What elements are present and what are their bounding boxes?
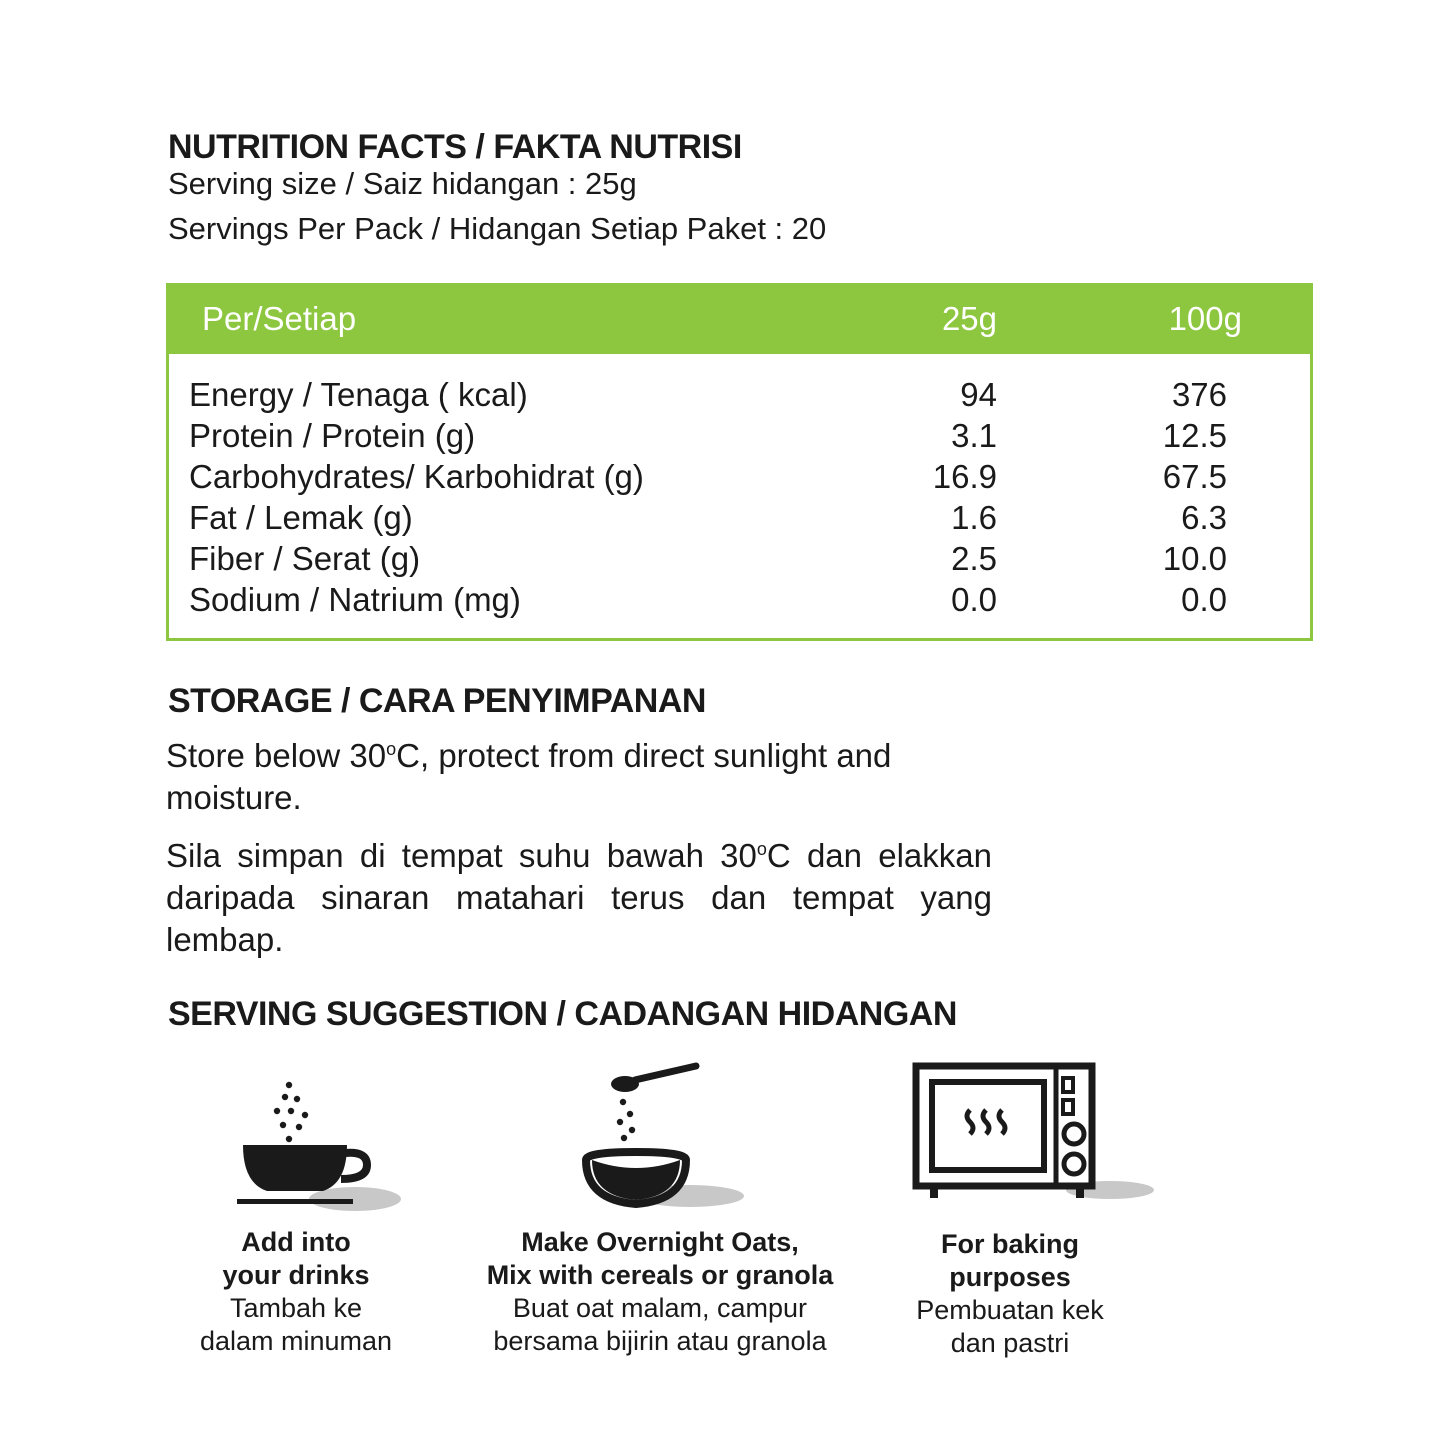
nutrition-row: [169, 501, 1310, 542]
nutrition-table-header: [169, 286, 1310, 354]
suggestion-bold-line: Make Overnight Oats,: [521, 1227, 799, 1257]
suggestion-normal-line: dan pastri: [950, 1328, 1070, 1358]
bowl-spoon-icon: [580, 1060, 750, 1210]
serving-title: SERVING SUGGESTION / CADANGAN HIDANGAN: [168, 995, 957, 1033]
suggestion-bold-line: For baking: [940, 1229, 1079, 1259]
suggestion-oats: [460, 1226, 860, 1358]
nutrient-label: Carbohydrates/ Karbohidrat (g): [189, 458, 644, 495]
nutrient-label: Protein / Protein (g): [189, 417, 476, 454]
storage-title: STORAGE / CARA PENYIMPANAN: [168, 682, 706, 720]
suggestion-bold-line: purposes: [949, 1262, 1071, 1292]
nutrition-table: [166, 283, 1313, 641]
suggestion-normal-line: dalam minuman: [199, 1326, 393, 1356]
value-25g: 16.9: [932, 458, 997, 495]
storage-english: [166, 728, 996, 819]
storage-english-post: C, protect from direct sunlight and moisture.: [166, 737, 892, 816]
suggestion-normal-line: bersama bijirin atau granola: [493, 1326, 827, 1356]
suggestion-bold-line: Mix with cereals or granola: [486, 1260, 834, 1290]
suggestion-baking: [880, 1228, 1140, 1360]
storage-malay-post: C dan elakkan daripada sinaran matahari terus dan tempat yang lembap.: [166, 837, 992, 958]
value-25g: 3.1: [951, 417, 997, 454]
value-25g: 94: [960, 376, 997, 413]
nutrient-label: Fiber / Serat (g): [189, 540, 421, 577]
value-25g: 0.0: [951, 581, 997, 618]
suggestion-bold-line: your drinks: [222, 1260, 370, 1290]
nutrition-row: [169, 542, 1310, 583]
nutrition-row: [169, 583, 1310, 624]
serving-size: Serving size / Saiz hidangan : 25g: [168, 166, 637, 201]
nutrition-row: [169, 460, 1310, 501]
value-100g: 10.0: [1162, 540, 1227, 577]
nutrient-label: Energy / Tenaga ( kcal): [189, 376, 528, 413]
value-100g: 6.3: [1181, 499, 1227, 536]
suggestion-bold-line: Add into: [241, 1227, 351, 1257]
suggestion-drinks: [166, 1226, 426, 1358]
nutrient-label: Sodium / Natrium (mg): [189, 581, 521, 618]
nutrition-title: NUTRITION FACTS / FAKTA NUTRISI: [168, 128, 742, 166]
nutrition-row: [169, 419, 1310, 460]
storage-malay: [166, 828, 992, 961]
value-100g: 67.5: [1162, 458, 1227, 495]
coffee-cup-icon: [225, 1075, 415, 1215]
storage-english-pre: Store below 30: [166, 737, 387, 774]
degree-sign: o: [756, 839, 767, 859]
value-25g: 2.5: [951, 540, 997, 577]
value-25g: 1.6: [951, 499, 997, 536]
nutrition-row: [169, 378, 1310, 419]
value-100g: 0.0: [1181, 581, 1227, 618]
suggestion-normal-line: Buat oat malam, campur: [512, 1293, 808, 1323]
suggestion-normal-line: Tambah ke: [229, 1293, 363, 1323]
servings-per-pack: Servings Per Pack / Hidangan Setiap Paket : 20: [168, 211, 827, 246]
degree-sign: o: [386, 739, 397, 759]
value-100g: 12.5: [1162, 417, 1227, 454]
storage-malay-pre: Sila simpan di tempat suhu bawah 30: [166, 837, 757, 874]
nutrient-label: Fat / Lemak (g): [189, 499, 413, 536]
header-per-label: Per/Setiap: [202, 300, 357, 337]
value-100g: 376: [1171, 376, 1227, 413]
oven-icon: [910, 1060, 1160, 1205]
header-100g: 100g: [1168, 300, 1242, 337]
suggestion-normal-line: Pembuatan kek: [916, 1295, 1104, 1325]
header-25g: 25g: [941, 300, 997, 337]
